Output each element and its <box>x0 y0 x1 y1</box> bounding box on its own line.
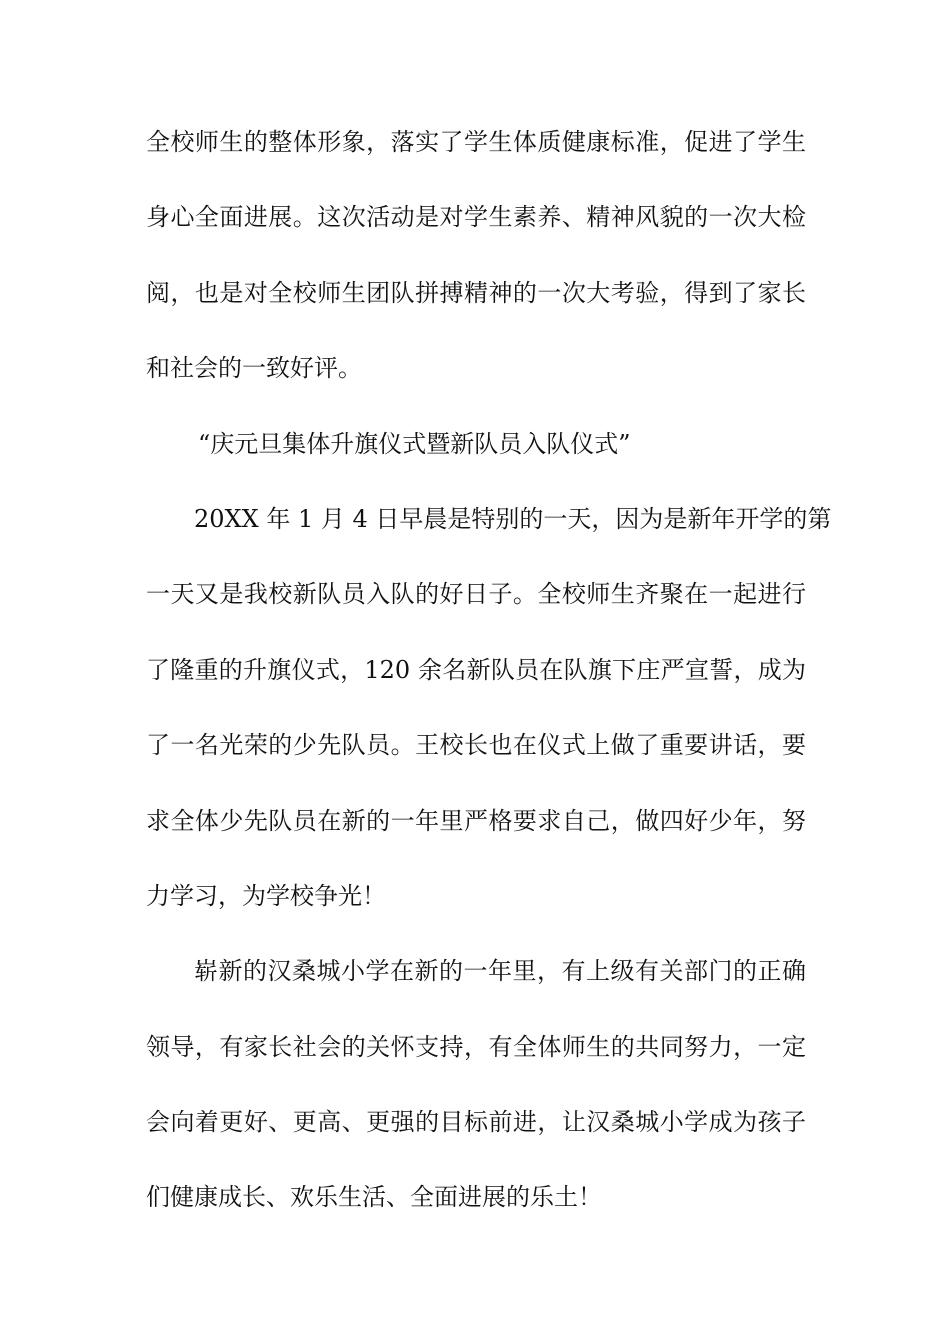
paragraph-1-line-3: 阅，也是对全校师生团队拼搏精神的一次大考验，得到了家长 <box>146 278 806 307</box>
body-text <box>146 128 832 1261</box>
paragraph-2-line-6: 力学习，为学校争光！ <box>146 881 386 910</box>
paragraph-2-line-3: 了隆重的升旗仪式，120 余名新队员在队旗下庄严宣誓，成为 <box>146 655 806 684</box>
paragraph-2-line-1: 20XX 年 1 月 4 日早晨是特别的一天，因为是新年开学的第 <box>194 504 832 533</box>
paragraph-2-line-5: 求全体少先队员在新的一年里严格要求自己，做四好少年，努 <box>146 806 806 835</box>
paragraph-1-line-1: 全校师生的整体形象，落实了学生体质健康标准，促进了学生 <box>146 128 806 156</box>
paragraph-3-line-2: 领导，有家长社会的关怀支持，有全体师生的共同努力，一定 <box>146 1032 806 1061</box>
paragraph-2-line-2: 一天又是我校新队员入队的好日子。全校师生齐聚在一起进行 <box>146 580 806 609</box>
paragraph-2-line-4: 了一名光荣的少先队员。王校长也在仪式上做了重要讲话，要 <box>146 731 806 760</box>
paragraph-1-line-2: 身心全面进展。这次活动是对学生素养、精神风貌的一次大检 <box>146 203 806 232</box>
paragraph-3-line-1: 崭新的汉桑城小学在新的一年里，有上级有关部门的正确 <box>194 957 806 986</box>
paragraph-3-line-3: 会向着更好、更高、更强的目标前进，让汉桑城小学成为孩子 <box>146 1108 806 1137</box>
section-heading: “庆元旦集体升旗仪式暨新队员入队仪式” <box>198 429 631 458</box>
paragraph-1-line-4: 和社会的一致好评。 <box>146 354 362 383</box>
paragraph-3-line-4: 们健康成长、欢乐生活、全面进展的乐土！ <box>146 1183 602 1212</box>
